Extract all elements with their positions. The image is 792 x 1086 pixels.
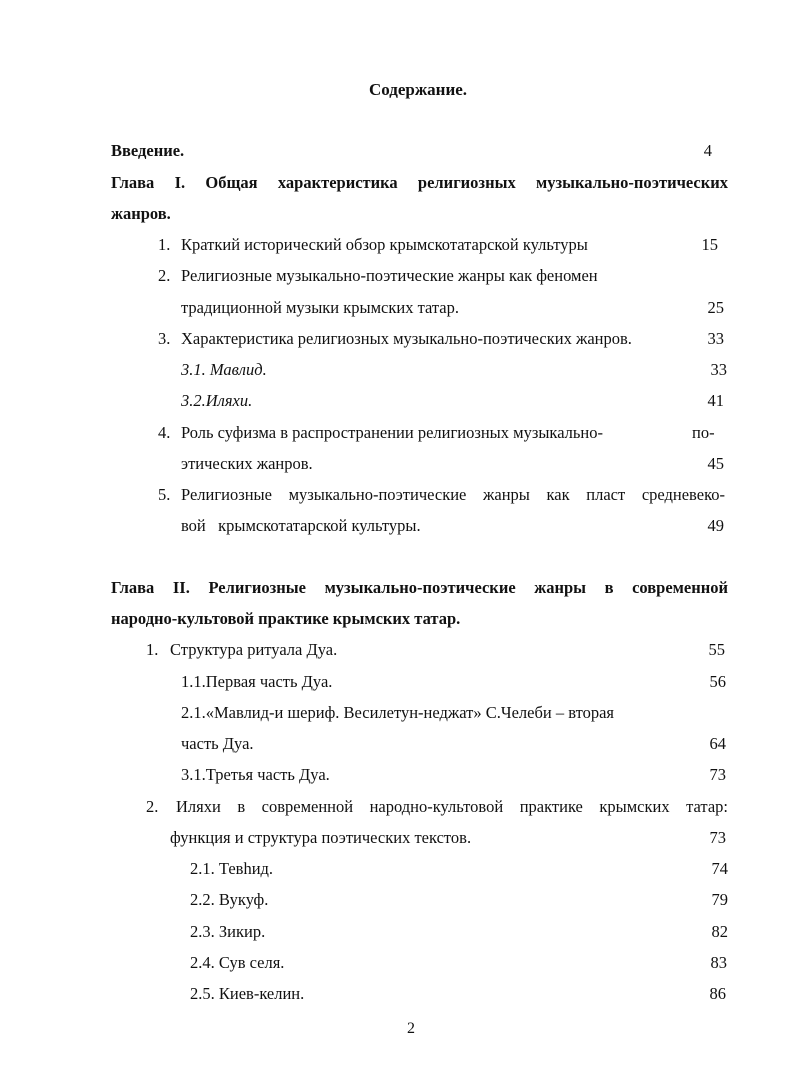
toc-item-hyphen-tail: по-	[692, 423, 715, 442]
toc-item-page: 45	[707, 454, 724, 473]
toc-item-text-cont: этических жанров.	[181, 454, 313, 473]
toc-item-page: 73	[709, 765, 726, 784]
chapter1-heading-cont: жанров.	[111, 204, 171, 223]
toc-item-text[interactable]: Религиозные музыкально-поэтические жанры как пласт средневеко-	[181, 485, 725, 504]
toc-item-num: 5.	[158, 485, 171, 504]
toc-item-num: 1.	[146, 640, 159, 659]
toc-subitem-text[interactable]: 2.5. Киев-келин.	[190, 984, 305, 1003]
toc-item-text[interactable]: Роль суфизма в распространении религиозных музыкально-	[181, 423, 603, 442]
toc-item-num: 2.	[146, 797, 159, 816]
toc-item-num: 1.	[158, 235, 171, 254]
toc-item-text[interactable]: Религиозные музыкально-поэтические жанры как феномен	[181, 266, 598, 285]
toc-subitem-text[interactable]: 2.4. Сув селя.	[190, 953, 285, 972]
toc-item-num: 4.	[158, 423, 171, 442]
toc-intro-label[interactable]: Введение.	[111, 141, 185, 160]
toc-item-page: 55	[708, 640, 725, 659]
page-number: 2	[407, 1020, 415, 1037]
toc-item-text-cont: функция и структура поэтических текстов.	[170, 828, 472, 847]
toc-item-page: 15	[701, 235, 718, 254]
page-title: Содержание.	[368, 80, 468, 99]
toc-item-page: 33	[707, 329, 724, 348]
toc-item-page: 33	[710, 360, 727, 379]
chapter2-heading[interactable]: Глава II. Религиозные музыкально-поэтические жанры в современной	[111, 578, 728, 597]
toc-item-num: 2.	[158, 266, 171, 285]
toc-subitem-text[interactable]: 3.1.Третья часть Дуа.	[181, 765, 330, 784]
toc-item-text[interactable]: Иляхи в современной народно-культовой практике крымских татар:	[176, 797, 728, 816]
toc-intro-page: 4	[703, 141, 712, 160]
toc-item-text-cont: вой крымскотатарской культуры.	[181, 516, 421, 535]
toc-subitem-text[interactable]: 3.1. Мавлид.	[181, 360, 267, 379]
toc-subitem-text[interactable]: 2.1.«Мавлид-и шериф. Весилетун-неджат» С.Челеби – вторая	[181, 703, 615, 722]
toc-item-page: 82	[711, 922, 728, 941]
toc-subitem-text[interactable]: 2.3. Зикир.	[190, 922, 266, 941]
chapter1-heading[interactable]: Глава I. Общая характеристика религиозных музыкально-поэтических	[111, 173, 728, 192]
toc-item-page: 41	[707, 391, 724, 410]
toc-item-text-cont: традиционной музыки крымских татар.	[181, 298, 460, 317]
toc-item-page: 49	[707, 516, 724, 535]
toc-subitem-text[interactable]: 3.2.Иляхи.	[181, 391, 253, 410]
toc-item-text[interactable]: Краткий исторический обзор крымскотатарской культуры	[181, 235, 588, 254]
toc-item-page: 79	[711, 890, 728, 909]
toc-item-page: 86	[709, 984, 726, 1003]
toc-item-page: 25	[707, 298, 724, 317]
toc-item-page: 83	[710, 953, 727, 972]
toc-item-page: 74	[711, 859, 728, 878]
toc-subitem-text[interactable]: 2.2. Вукуф.	[190, 890, 269, 909]
toc-subitem-text[interactable]: 1.1.Первая часть Дуа.	[181, 672, 333, 691]
toc-item-text[interactable]: Структура ритуала Дуа.	[170, 640, 338, 659]
toc-item-text[interactable]: Характеристика религиозных музыкально-поэтических жанров.	[181, 329, 632, 348]
toc-item-page: 64	[709, 734, 726, 753]
toc-item-page: 73	[709, 828, 726, 847]
toc-subitem-text[interactable]: 2.1. Тевһид.	[190, 859, 274, 878]
toc-subitem-text-cont: часть Дуа.	[181, 734, 254, 753]
toc-item-page: 56	[709, 672, 726, 691]
toc-item-num: 3.	[158, 329, 171, 348]
chapter2-heading-cont: народно-культовой практике крымских татар.	[111, 609, 461, 628]
